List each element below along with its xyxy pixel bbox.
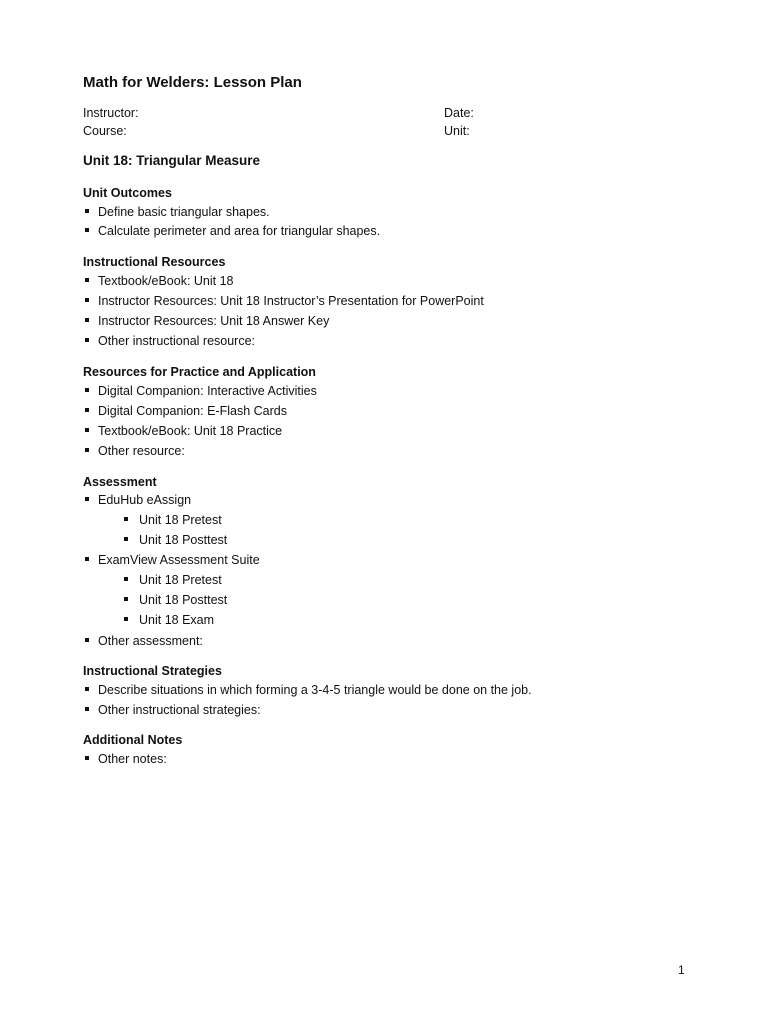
list-item-text: Define basic triangular shapes. (98, 205, 270, 219)
bullet-icon (85, 338, 89, 342)
bullet-icon (85, 756, 89, 760)
list-item-text: Other notes: (98, 752, 167, 766)
list-item-text: Instructor Resources: Unit 18 Instructor’s Presentation for PowerPoint (98, 294, 484, 308)
bullet-icon (85, 408, 89, 412)
bullet-icon (124, 597, 128, 601)
strategies-heading: Instructional Strategies (83, 664, 222, 678)
bullet-icon (85, 298, 89, 302)
list-item-text: Other instructional resource: (98, 334, 256, 348)
bullet-icon (85, 557, 89, 561)
list-item-text: Instructor Resources: Unit 18 Answer Key (98, 314, 330, 328)
bullet-icon (124, 577, 128, 581)
bullet-icon (85, 278, 89, 282)
assessment-heading: Assessment (83, 475, 157, 489)
bullet-icon (124, 517, 128, 521)
bullet-icon (85, 707, 89, 711)
bullet-icon (124, 537, 128, 541)
list-item-text: Digital Companion: E-Flash Cards (98, 404, 287, 418)
list-item-text: Other instructional strategies: (98, 703, 261, 717)
list-item-text: Calculate perimeter and area for triangular shapes. (98, 224, 381, 238)
list-item-text: Unit 18 Pretest (139, 573, 222, 587)
unit-label: Unit: (444, 124, 470, 138)
list-item-text: Unit 18 Posttest (139, 593, 228, 607)
list-item-text: ExamView Assessment Suite (98, 553, 260, 567)
bullet-icon (85, 228, 89, 232)
bullet-icon (85, 209, 89, 213)
notes-heading: Additional Notes (83, 733, 183, 747)
list-item-text: Describe situations in which forming a 3-4-5 triangle would be done on the job. (98, 683, 532, 697)
bullet-icon (85, 448, 89, 452)
date-label: Date: (444, 106, 474, 120)
list-item-text: Textbook/eBook: Unit 18 (98, 274, 234, 288)
list-item-text: Digital Companion: Interactive Activities (98, 384, 317, 398)
course-label: Course: (83, 124, 127, 138)
practice-heading: Resources for Practice and Application (83, 365, 316, 379)
list-item-text: Other assessment: (98, 634, 203, 648)
bullet-icon (85, 428, 89, 432)
bullet-icon (85, 318, 89, 322)
resources-heading: Instructional Resources (83, 255, 226, 269)
list-item-text: EduHub eAssign (98, 493, 192, 507)
bullet-icon (124, 617, 128, 621)
list-item-text: Unit 18 Exam (139, 613, 215, 627)
instructor-label: Instructor: (83, 106, 139, 120)
unit-title: Unit 18: Triangular Measure (83, 153, 261, 168)
bullet-icon (85, 687, 89, 691)
list-item-text: Other resource: (98, 444, 185, 458)
list-item-text: Unit 18 Posttest (139, 533, 228, 547)
bullet-icon (85, 497, 89, 501)
document-title: Math for Welders: Lesson Plan (83, 74, 302, 91)
bullet-icon (85, 388, 89, 392)
outcomes-heading: Unit Outcomes (83, 186, 172, 200)
list-item-text: Textbook/eBook: Unit 18 Practice (98, 424, 283, 438)
page-number: 1 (678, 963, 685, 977)
list-item-text: Unit 18 Pretest (139, 513, 222, 527)
bullet-icon (85, 638, 89, 642)
